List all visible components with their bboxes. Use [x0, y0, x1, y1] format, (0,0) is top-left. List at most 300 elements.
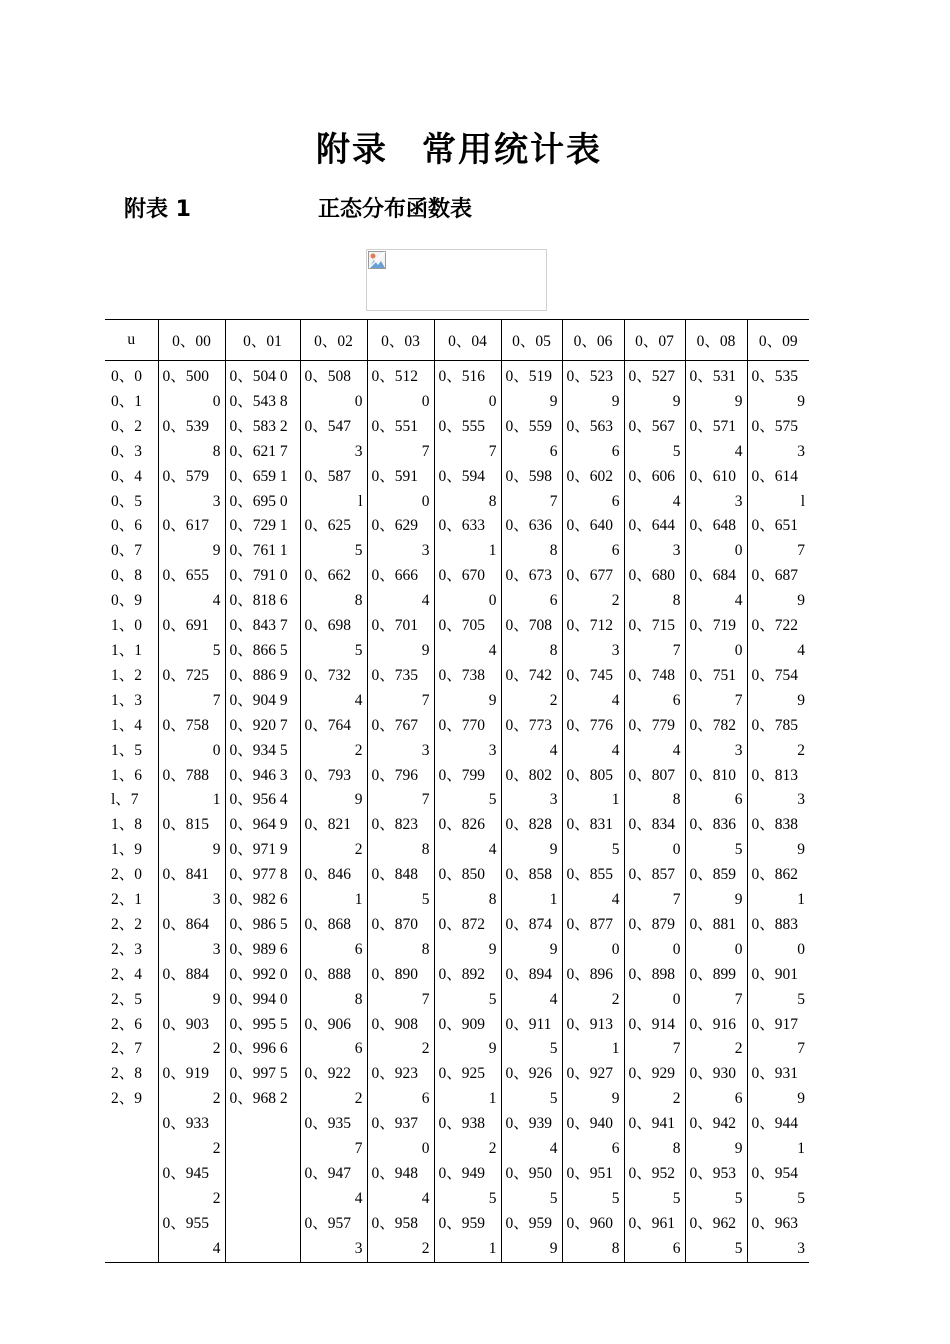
table-cell: 7	[797, 1040, 805, 1058]
table-cell: 8	[549, 542, 558, 560]
table-cell: 0	[672, 990, 681, 1008]
table-cell: 2、9	[111, 1090, 143, 1108]
table-cell: 1、1	[111, 641, 143, 659]
table-cell: 0、807	[628, 766, 676, 784]
table-cell: 2、1	[111, 891, 143, 909]
table-cell: 0、754	[751, 666, 799, 684]
table-cell: 0、950	[505, 1165, 553, 1182]
table-cell: 6	[611, 442, 620, 460]
table-cell: 0	[421, 392, 430, 410]
table-cell: 0、996 6	[229, 1040, 288, 1058]
table-cell: 6	[611, 1140, 620, 1158]
table-cell: 1	[797, 891, 805, 909]
u-column	[105, 361, 158, 1263]
table-cell: 0、594	[438, 467, 486, 485]
table-cell: 9	[734, 392, 743, 410]
column-001	[225, 361, 300, 1263]
table-cell: 2	[421, 1239, 430, 1257]
table-cell: 8	[212, 442, 221, 460]
table-cell: 0、937	[371, 1115, 419, 1133]
table-cell: 8	[488, 492, 497, 510]
table-cell: 0、986 5	[229, 915, 288, 933]
table-cell: 1	[354, 891, 363, 909]
table-cell: 0、621 7	[229, 442, 288, 460]
table-cell: 4	[611, 741, 620, 759]
table-cell: 0、629	[371, 517, 419, 535]
table-cell: 0、767	[371, 716, 419, 734]
table-cell: 4	[672, 492, 681, 510]
table-cell: 0、719	[689, 617, 737, 635]
table-cell: 0、894	[505, 965, 553, 983]
table-cell: 5	[549, 1090, 558, 1108]
table-cell: 6	[672, 691, 681, 709]
table-cell: 0、954	[751, 1165, 799, 1182]
table-cell: 1、0	[111, 617, 143, 635]
table-cell: 1	[611, 1040, 620, 1058]
table-cell: 0、913	[566, 1015, 614, 1033]
table-cell: 6	[354, 1040, 363, 1058]
table-cell: 0、543 8	[229, 392, 288, 410]
table-cell: 0、855	[566, 866, 614, 884]
table-cell: 6	[354, 940, 363, 958]
table-cell: 7	[549, 492, 558, 510]
table-cell: 0、708	[505, 617, 553, 635]
table-cell: 0、539	[162, 417, 210, 435]
header-col: 0、01	[225, 320, 300, 361]
table-cell: 9	[354, 791, 363, 809]
table-cell: 0、640	[566, 517, 614, 535]
table-cell: 2	[549, 691, 558, 709]
table-cell: 7	[354, 1140, 363, 1158]
table-cell: 3	[212, 492, 221, 510]
column-007	[624, 361, 685, 1263]
table-cell: 2	[672, 1090, 681, 1108]
table-cell: 4	[734, 592, 743, 610]
table-cell: 0、705	[438, 617, 486, 635]
table-cell: 0、994 0	[229, 990, 288, 1008]
table-cell: 0、3	[111, 442, 143, 460]
table-cell: 6	[672, 1239, 681, 1257]
table-cell: 0、815	[162, 816, 210, 834]
table-cell: 0、888	[304, 965, 352, 983]
table-cell: 1、9	[111, 841, 143, 859]
table-cell: 0、6	[111, 517, 143, 535]
table-cell: 0、571	[689, 417, 737, 435]
table-cell: 0、610	[689, 467, 737, 485]
table-cell: 0、997 5	[229, 1065, 288, 1083]
table-cell: 0、670	[438, 567, 486, 585]
table-cell: 5	[611, 841, 620, 859]
table-cell: 0、883	[751, 915, 799, 933]
table-cell: 0、846	[304, 866, 352, 884]
table-cell: 4	[488, 841, 497, 859]
table-cell: 0、773	[505, 716, 553, 734]
table-cell: 0、982 6	[229, 891, 288, 909]
table-cell: 0、919	[162, 1065, 210, 1083]
table-cell: 0、793	[304, 766, 352, 784]
table-cell: 0、890	[371, 965, 419, 983]
table-cell: 8	[354, 592, 363, 610]
table-cell: 0、738	[438, 666, 486, 684]
table-cell: 0	[672, 841, 681, 859]
table-cell: 3	[421, 542, 430, 560]
table-cell: 8	[672, 791, 681, 809]
table-cell: 0、527	[628, 368, 676, 385]
table-cell: 0、715	[628, 617, 676, 635]
table-cell: 0、691	[162, 617, 210, 635]
table-cell: 0、850	[438, 866, 486, 884]
table-cell: 9	[549, 392, 558, 410]
table-cell: 8	[421, 841, 430, 859]
title-part-appendix: 附录	[316, 130, 388, 170]
header-col: 0、08	[685, 320, 747, 361]
table-cell: 0、920 7	[229, 716, 288, 734]
broken-image-icon	[368, 251, 386, 269]
table-cell: 8	[488, 891, 497, 909]
table-cell: 7	[488, 442, 497, 460]
table-cell: 0、989 6	[229, 940, 288, 958]
table-cell: 0、953	[689, 1165, 737, 1182]
table-cell: 0、922	[304, 1065, 352, 1083]
table-cell: 0	[212, 392, 221, 410]
table-cell: 9	[488, 691, 497, 709]
table-cell: 0、995 5	[229, 1015, 288, 1033]
table-cell: 0、764	[304, 716, 352, 734]
table-cell: 0、866 5	[229, 641, 288, 659]
table-cell: 6	[549, 442, 558, 460]
column-004	[434, 361, 501, 1263]
table-cell: 0、547	[304, 417, 352, 435]
table-cell: 1、5	[111, 741, 143, 759]
table-cell: 0、770	[438, 716, 486, 734]
table-cell: 0、782	[689, 716, 737, 734]
table-cell: 3	[488, 741, 497, 759]
table-cell: 0、963	[751, 1214, 799, 1232]
table-cell: 0、843 7	[229, 617, 288, 635]
table-cell: 0、805	[566, 766, 614, 784]
table-cell: 3	[212, 891, 221, 909]
table-cell: 4	[354, 1189, 363, 1207]
table-cell: 5	[734, 1189, 743, 1207]
table-cell: 1、6	[111, 766, 143, 784]
table-cell: 9	[421, 641, 430, 659]
table-cell: 0	[734, 641, 743, 659]
table-cell: 0、977 8	[229, 866, 288, 884]
table-cell: 0、779	[628, 716, 676, 734]
table-cell: 6	[549, 592, 558, 610]
table-cell: 0、927	[566, 1065, 614, 1083]
table-cell: 8	[672, 1140, 681, 1158]
header-col: 0、09	[747, 320, 809, 361]
table-name: 正态分布函数表	[318, 197, 473, 222]
table-cell: 3	[672, 542, 681, 560]
table-cell: 9	[797, 1090, 805, 1108]
table-cell: 0、881	[689, 915, 737, 933]
table-cell: 4	[212, 1239, 221, 1257]
table-cell: 4	[421, 592, 430, 610]
table-cell: 5	[354, 641, 363, 659]
table-cell: 0、0	[111, 368, 143, 385]
table-cell: 2	[354, 1090, 363, 1108]
table-cell: 0	[611, 940, 620, 958]
table-cell: 0、899	[689, 965, 737, 983]
table-cell: 4	[212, 592, 221, 610]
table-cell: 0	[354, 392, 363, 410]
table-cell: 5	[734, 841, 743, 859]
table-cell: 9	[797, 392, 805, 410]
table-cell: 0、606	[628, 467, 676, 485]
table-cell: 5	[672, 1189, 681, 1207]
table-cell: 0、583 2	[229, 417, 288, 435]
table-cell: 5	[672, 442, 681, 460]
table-cell: 0、956 4	[229, 791, 288, 809]
table-cell: 1、4	[111, 716, 143, 734]
table-cell: 0、512	[371, 368, 419, 385]
table-cell: 1、8	[111, 816, 143, 834]
header-col: 0、03	[367, 320, 434, 361]
table-cell: 0、957	[304, 1214, 352, 1232]
table-cell: l、7	[111, 791, 139, 809]
table-cell: 0	[797, 940, 805, 958]
table-cell: 6	[734, 1090, 743, 1108]
table-cell: 0、2	[111, 417, 143, 435]
table-cell: 5	[797, 990, 805, 1008]
normal-distribution-table	[105, 319, 809, 1263]
table-cell: 0、906	[304, 1015, 352, 1033]
table-cell: 0、935	[304, 1115, 352, 1133]
table-cell: 0、939	[505, 1115, 553, 1133]
table-cell: 0、947	[304, 1165, 352, 1182]
table-cell: 0、695 0	[229, 492, 288, 510]
table-cell: 0、848	[371, 866, 419, 884]
table-cell: 0、904 9	[229, 691, 288, 709]
table-cell: 0、911	[505, 1015, 552, 1033]
header-row	[105, 320, 809, 361]
column-005	[501, 361, 562, 1263]
table-cell: 0、923	[371, 1065, 419, 1083]
table-cell: 0、914	[628, 1015, 676, 1033]
table-cell: 0、946 3	[229, 766, 288, 784]
table-cell: 0、941	[628, 1115, 676, 1133]
table-cell: 2、8	[111, 1065, 143, 1083]
table-cell: 0、531	[689, 368, 737, 385]
table-cell: 0、858	[505, 866, 553, 884]
table-cell: 0、684	[689, 567, 737, 585]
table-cell: 0、909	[438, 1015, 486, 1033]
table-cell: 9	[549, 1239, 558, 1257]
table-body-row	[105, 361, 809, 1263]
table-cell: 2	[212, 1090, 221, 1108]
table-cell: 2	[354, 741, 363, 759]
table-cell: 0、712	[566, 617, 614, 635]
table-cell: 8	[672, 592, 681, 610]
table-cell: 6	[611, 492, 620, 510]
table-cell: 9	[212, 542, 221, 560]
table-cell: 7	[672, 1040, 681, 1058]
table-cell: 0、788	[162, 766, 210, 784]
table-cell: 1	[549, 891, 558, 909]
table-cell: 3	[354, 442, 363, 460]
table-cell: 7	[421, 691, 430, 709]
table-cell: 5	[488, 791, 497, 809]
table-cell: 5	[611, 1189, 620, 1207]
table-cell: 1	[797, 1140, 805, 1158]
table-cell: 0、666	[371, 567, 419, 585]
table-cell: 1	[488, 542, 497, 560]
table-cell: 3	[611, 641, 620, 659]
table-cell: 5	[488, 990, 497, 1008]
table-cell: 2	[212, 1040, 221, 1058]
table-cell: 6	[421, 1090, 430, 1108]
table-cell: 9	[611, 392, 620, 410]
table-cell: 0、508	[304, 368, 352, 385]
table-cell: 9	[212, 841, 221, 859]
table-cell: 0、579	[162, 467, 210, 485]
table-cell: 0、680	[628, 567, 676, 585]
table-cell: 9	[549, 841, 558, 859]
table-cell: 0	[421, 492, 430, 510]
table-cell: 5	[212, 641, 221, 659]
header-col: 0、04	[434, 320, 501, 361]
table-cell: 0、602	[566, 467, 614, 485]
table-cell: 0、942	[689, 1115, 737, 1133]
table-cell: 0、934 5	[229, 741, 288, 759]
table-cell: 3	[797, 1239, 805, 1257]
table-cell: 3	[797, 791, 805, 809]
table-cell: 0、826	[438, 816, 486, 834]
table-cell: 0、926	[505, 1065, 553, 1083]
table-cell: 7	[421, 442, 430, 460]
table-cell: 7	[797, 542, 805, 560]
table-cell: 9	[672, 392, 681, 410]
table-cell: 0、701	[371, 617, 419, 635]
table-cell: 0、870	[371, 915, 419, 933]
header-col: 0、02	[300, 320, 367, 361]
table-cell: 0、925	[438, 1065, 486, 1083]
table-cell: 0、729 1	[229, 517, 288, 535]
table-cell: 0、859	[689, 866, 737, 884]
table-cell: 0、959	[438, 1214, 486, 1232]
table-cell: 0、901	[751, 965, 799, 983]
table-cell: 0、796	[371, 766, 419, 784]
table-cell: 0、823	[371, 816, 419, 834]
table-cell: 0、917	[751, 1015, 799, 1033]
table-cell: 0、838	[751, 816, 799, 834]
table-cell: 0、776	[566, 716, 614, 734]
table-cell: 0、916	[689, 1015, 737, 1033]
table-cell: 0、751	[689, 666, 737, 684]
table-cell: 0、516	[438, 368, 486, 385]
table-cell: 2、4	[111, 965, 143, 983]
table-cell: 0、841	[162, 866, 210, 884]
table-cell: 9	[488, 940, 497, 958]
table-cell: 0、949	[438, 1165, 486, 1182]
table-cell: 0、992 0	[229, 965, 288, 983]
table-cell: 0、500	[162, 368, 210, 385]
table-cell: 0、9	[111, 592, 143, 610]
table-cell: 4	[672, 741, 681, 759]
table-cell: 0、662	[304, 567, 352, 585]
table-cell: 0、898	[628, 965, 676, 983]
table-cell: 0、1	[111, 392, 143, 410]
table-cell: 9	[797, 592, 805, 610]
column-006	[562, 361, 624, 1263]
table-cell: 0、4	[111, 467, 143, 485]
table-cell: 0	[212, 741, 221, 759]
table-cell: 2、0	[111, 866, 143, 884]
column-003	[367, 361, 434, 1263]
table-cell: 0、857	[628, 866, 676, 884]
table-cell: 9	[797, 841, 805, 859]
table-cell: 9	[212, 990, 221, 1008]
table-cell: 0、591	[371, 467, 419, 485]
table-cell: 5	[354, 542, 363, 560]
table-cell: 9	[734, 1140, 743, 1158]
table-cell: 0	[734, 542, 743, 560]
table-cell: 5	[549, 1040, 558, 1058]
broken-image-placeholder	[366, 249, 547, 311]
table-cell: 0、598	[505, 467, 553, 485]
table-cell: 0、5	[111, 492, 143, 510]
column-009	[747, 361, 809, 1263]
table-cell: 7	[672, 641, 681, 659]
table-cell: 0、567	[628, 417, 676, 435]
column-008	[685, 361, 747, 1263]
table-cell: 0、644	[628, 517, 676, 535]
table-cell: 0、651	[751, 517, 799, 535]
table-cell: 9	[611, 1090, 620, 1108]
table-cell: 0、872	[438, 915, 486, 933]
table-cell: 0、563	[566, 417, 614, 435]
table-cell: 0、968 2	[229, 1090, 288, 1108]
table-cell: 0、836	[689, 816, 737, 834]
table-cell: 1	[611, 791, 620, 809]
table-cell: 6	[611, 542, 620, 560]
table-cell: 7	[421, 990, 430, 1008]
header-col: 0、05	[501, 320, 562, 361]
table-label: 附表 1	[124, 197, 191, 222]
table-cell: 0、722	[751, 617, 799, 635]
table-cell: 0、945	[162, 1165, 210, 1182]
table-cell: 0	[421, 1140, 430, 1158]
table-cell: 0、884	[162, 965, 210, 983]
table-cell: 1	[488, 1239, 497, 1257]
table-cell: 0、868	[304, 915, 352, 933]
table-cell: 0、929	[628, 1065, 676, 1083]
table-cell: 0、673	[505, 567, 553, 585]
table-cell: 2	[212, 1189, 221, 1207]
table-cell: 0、821	[304, 816, 352, 834]
table-cell: 0、648	[689, 517, 737, 535]
table-cell: 0、874	[505, 915, 553, 933]
table-cell: 1、3	[111, 691, 143, 709]
table-cell: 3	[354, 1239, 363, 1257]
table-cell: 3	[734, 492, 743, 510]
table-cell: 0、944	[751, 1115, 799, 1133]
header-col: 0、06	[562, 320, 624, 361]
table-cell: 0、617	[162, 517, 210, 535]
table-cell: 0、625	[304, 517, 352, 535]
table-cell: 7	[421, 791, 430, 809]
table-cell: 5	[488, 1189, 497, 1207]
table-cell: 0、828	[505, 816, 553, 834]
table-cell: 0、896	[566, 965, 614, 983]
table-cell: 4	[611, 891, 620, 909]
table-cell: 0、955	[162, 1214, 210, 1232]
table-cell: 0、535	[751, 368, 799, 385]
table-cell: 0、7	[111, 542, 143, 560]
table-cell: 0、834	[628, 816, 676, 834]
